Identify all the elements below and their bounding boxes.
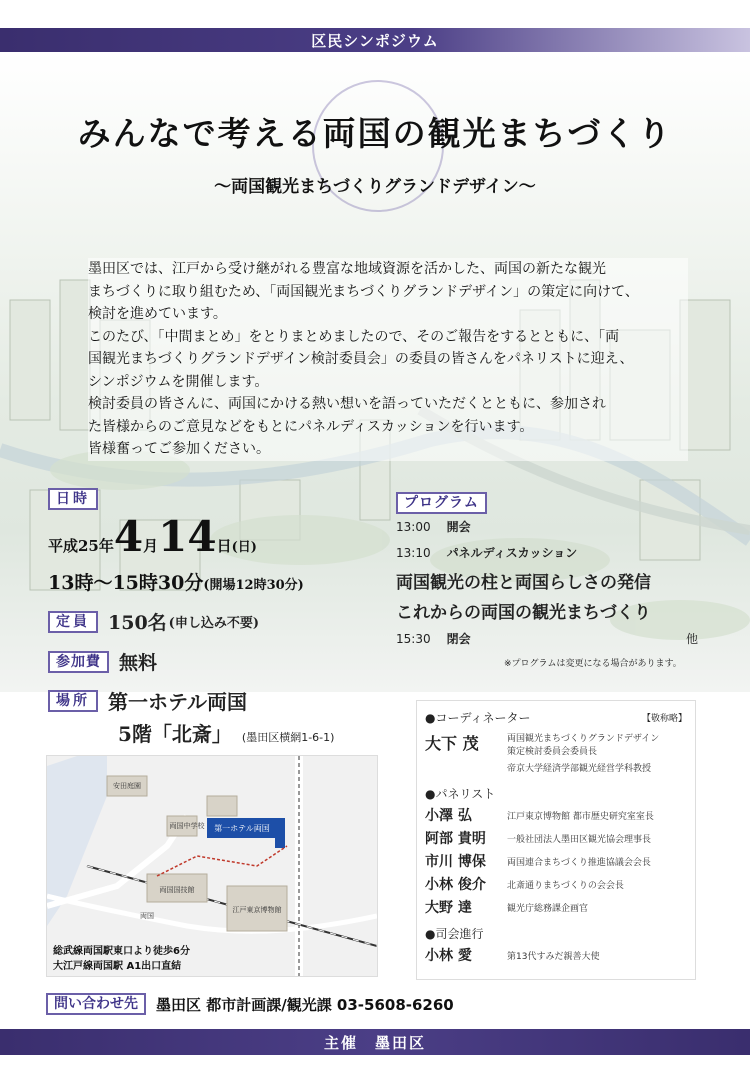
- panelist-name: 大野 達: [425, 900, 472, 916]
- program-item: [396, 518, 471, 535]
- intro-line: 墨田区では、江戸から受け継がれる豊富な地域資源を活かした、両国の新たな観光: [88, 261, 606, 277]
- venue-label: 場所: [48, 690, 98, 712]
- intro-line: 皆様奮ってご参加ください。: [88, 441, 270, 457]
- intro-line: 国観光まちづくりグランドデザイン検討委員会」の委員の皆さんをパネリストに迎え、: [88, 351, 634, 367]
- footer-organizer: 主催 墨田区: [323, 1033, 426, 1052]
- access-line-2: 大江戸線両国駅 A1出口直結: [53, 961, 182, 972]
- panelist-role: 観光庁総務課企画官: [507, 904, 589, 914]
- coordinator-role: 策定検討委員会委員長: [507, 747, 598, 757]
- fee-label: 参加費: [48, 651, 109, 673]
- program-label-wrap: [396, 492, 487, 514]
- program-topic: これからの両国の観光まちづくり: [396, 603, 651, 623]
- program-item-time: 13:10: [396, 546, 431, 560]
- venue-room-row: [118, 718, 334, 747]
- capacity-row: [48, 608, 259, 635]
- date-weekday: (日): [231, 540, 257, 555]
- program-note: ※プログラムは変更になる場合があります。: [504, 659, 682, 669]
- map-label: 両国中学校: [169, 822, 205, 830]
- panelists-heading: ●パネリスト: [425, 787, 496, 801]
- map-label: 江戸東京博物館: [232, 906, 282, 914]
- program-item-text: パネルディスカッション: [446, 546, 578, 560]
- intro-line: 検討委員の皆さんに、両国にかける熱い想いを語っていただくとともに、参加され: [88, 396, 606, 412]
- coordinator-role: 帝京大学経済学部観光経営学科教授: [507, 764, 652, 774]
- map-label: 両国: [140, 912, 154, 920]
- program-other: 他: [685, 632, 698, 646]
- time-open: (開場12時30分): [203, 578, 304, 593]
- program-item-text: 開会: [446, 520, 471, 534]
- panelist-name: 小澤 弘: [425, 808, 472, 824]
- date-line: [48, 512, 257, 561]
- map-label: 両国国技館: [159, 886, 195, 894]
- page-subtitle: 〜両国観光まちづくりグランドデザイン〜: [214, 177, 536, 197]
- capacity-label: 定員: [48, 611, 98, 633]
- date-day-unit: 日: [216, 537, 232, 555]
- date-month-unit: 月: [143, 537, 159, 555]
- panelist-name: 市川 博保: [425, 854, 486, 870]
- honorific-note: 【敬称略】: [641, 714, 687, 724]
- contact-text: 墨田区 都市計画課/観光課 03-5608-6260: [156, 995, 454, 1014]
- date-era: 平成25年: [48, 537, 114, 555]
- panelist-role: 北斎通りまちづくりの会会長: [507, 881, 624, 891]
- datetime-label: 日時: [48, 488, 98, 510]
- intro-line: シンポジウムを開催します。: [88, 373, 269, 390]
- intro-text: [88, 258, 688, 461]
- access-line-1: 総武線両国駅東口より徒歩6分: [53, 946, 190, 957]
- venue-address: (墨田区横網1-6-1): [241, 731, 335, 744]
- capacity-note: (申し込み不要): [168, 616, 259, 631]
- program-item: [396, 544, 577, 561]
- program-closing: [396, 630, 698, 647]
- page-title: みんなで考える両国の観光まちづくり: [77, 114, 673, 153]
- program-closing-time: 15:30: [396, 632, 431, 646]
- date-month: 4: [113, 512, 144, 561]
- panelist-role: 両国連合まちづくり推進協議会会長: [507, 858, 651, 868]
- panelist-role: 一般社団法人墨田区観光協会理事長: [507, 835, 652, 845]
- fee-row: [48, 648, 157, 675]
- contact-label: 問い合わせ先: [46, 993, 146, 1015]
- contact-row: [46, 993, 454, 1015]
- panelist-role: 江戸東京博物館 都市歴史研究室室長: [507, 812, 654, 822]
- speakers-panel: [416, 700, 696, 980]
- hotel-map-label: 第一ホテル両国: [214, 824, 270, 833]
- program-closing-text: 閉会: [446, 632, 471, 646]
- header-band-label: 区民シンポジウム: [311, 31, 439, 50]
- capacity-value: 150名: [108, 612, 167, 634]
- moderator-role: 第13代すみだ親善大使: [507, 952, 600, 962]
- intro-line: まちづくりに取り組むため、「両国観光まちづくりグランドデザイン」の策定に向けて、: [88, 283, 639, 300]
- venue-room: 5階「北斎」: [118, 722, 232, 746]
- venue-name: 第一ホテル両国: [108, 690, 247, 714]
- coordinator-role: 両国観光まちづくりグランドデザイン: [507, 734, 660, 744]
- program-topic: 両国観光の柱と両国らしさの発信: [396, 573, 651, 593]
- coordinator-heading: ●コーディネーター: [425, 711, 531, 725]
- time-line: [48, 568, 304, 595]
- time-range: 13時〜15時30分: [48, 572, 204, 594]
- map-label: 安田庭園: [113, 782, 141, 790]
- header-band: [0, 28, 750, 52]
- date-day: 14: [158, 512, 217, 561]
- panelist-name: 阿部 貴明: [425, 831, 486, 847]
- intro-line: このたび、「中間まとめ」をとりまとめましたので、そのご報告をするとともに、「両: [88, 328, 620, 345]
- moderator-name: 小林 愛: [425, 948, 472, 964]
- footer-band: [0, 1029, 750, 1055]
- access-map: [46, 755, 378, 977]
- program-item-time: 13:00: [396, 520, 431, 534]
- fee-value: 無料: [119, 652, 158, 674]
- coordinator-name: 大下 茂: [425, 734, 479, 753]
- panelist-name: 小林 俊介: [425, 877, 486, 893]
- intro-line: 検討を進めています。: [88, 306, 227, 322]
- program-label: プログラム: [396, 492, 487, 514]
- intro-line: た皆様からのご意見などをもとにパネルディスカッションを行います。: [88, 418, 534, 435]
- datetime-label-wrap: [48, 488, 98, 510]
- venue-row: [48, 686, 247, 715]
- map-drawing: [47, 756, 377, 976]
- moderator-heading: ●司会進行: [425, 927, 484, 941]
